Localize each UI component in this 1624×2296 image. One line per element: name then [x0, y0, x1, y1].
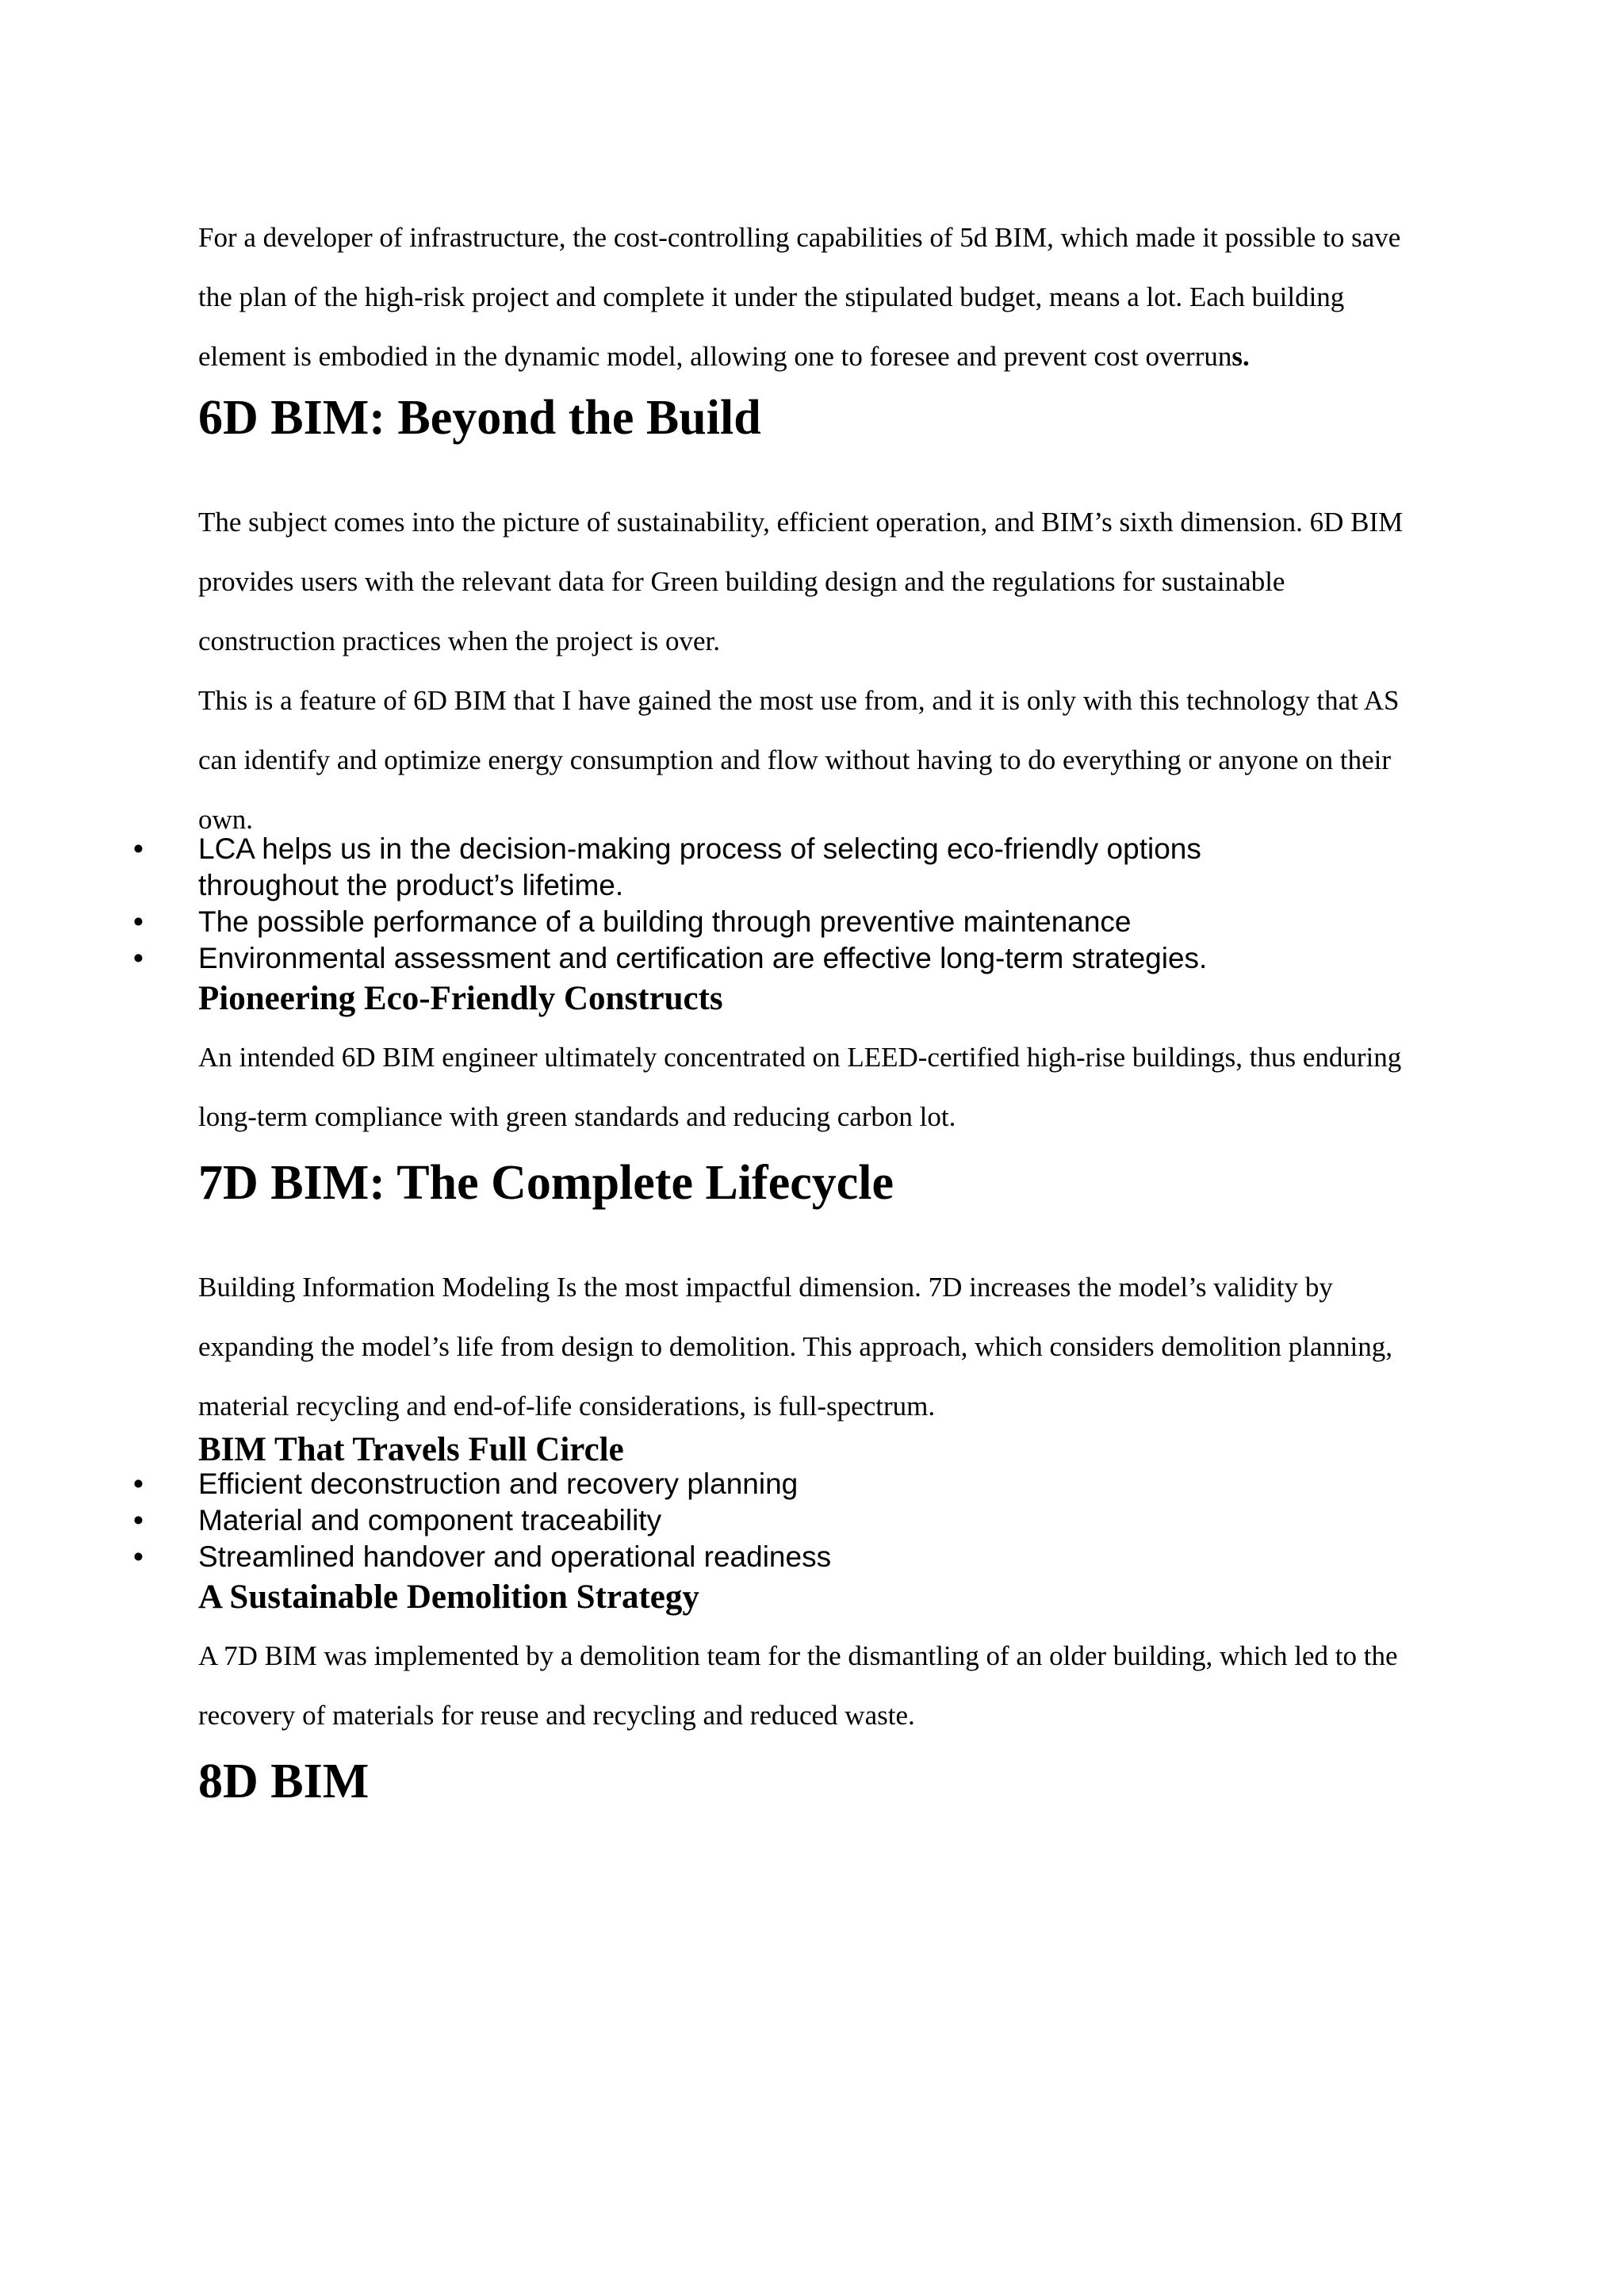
list-item: [133, 904, 1308, 940]
subheading-pioneering: Pioneering Eco-Friendly Constructs: [198, 980, 723, 1017]
list-item: [133, 1539, 1443, 1575]
list-item: [133, 940, 1308, 977]
list-item: [133, 1466, 1443, 1502]
paragraph-6d-feature: This is a feature of 6D BIM that I have gained the most use from, and it is only with this technology that AS can identify and optimize energy consumption and flow without having to do everything or anyone on their own.: [198, 685, 1400, 835]
paragraph-7d-intro: Building Information Modeling Is the most impactful dimension. 7D increases the model’s validity by expanding the model’s life from design to demolition. This approach, which considers demolition planning, material recycling and end-of-life considerations, is full-spectrum.: [198, 1272, 1393, 1422]
bullet-glyph: •: [133, 1468, 144, 1500]
intro-bold-suffix: s.: [1231, 341, 1250, 372]
bullet-glyph: •: [133, 942, 144, 974]
subheading-demolition-strategy: A Sustainable Demolition Strategy: [198, 1578, 699, 1616]
bullet-glyph: •: [133, 1504, 144, 1536]
list-item: [133, 831, 1308, 904]
bullet-glyph: •: [133, 905, 144, 938]
heading-8d-bim: 8D BIM: [198, 1755, 370, 1808]
intro-text: For a developer of infrastructure, the cost-controlling capabilities of 5d BIM, which made it possible to save the plan of the high-risk project and complete it under the stipulated budget, means a lot. Each building element is embodied in the dynamic model, allowing one to foresee and prevent cost overrun: [198, 222, 1401, 372]
list-item-text: Environmental assessment and certification are effective long-term strategies.: [198, 942, 1208, 974]
bullet-glyph: •: [133, 832, 144, 865]
heading-7d-bim: 7D BIM: The Complete Lifecycle: [198, 1156, 894, 1210]
paragraph-7d-case: A 7D BIM was implemented by a demolition team for the dismantling of an older building, which led to the recovery of materials for reuse and recycling and reduced waste.: [198, 1640, 1398, 1731]
list-item-text: The possible performance of a building through preventive maintenance: [198, 905, 1132, 938]
list-item-text: Efficient deconstruction and recovery planning: [198, 1468, 799, 1500]
paragraph-6d-case: An intended 6D BIM engineer ultimately concentrated on LEED-certified high-rise buildings, thus enduring long-term compliance with green standards and reducing carbon lot.: [198, 1042, 1402, 1132]
subheading-full-circle: BIM That Travels Full Circle: [198, 1431, 624, 1468]
paragraph-6d-intro: The subject comes into the picture of sustainability, efficient operation, and BIM’s sixth dimension. 6D BIM provides users with the relevant data for Green building design and the regulations for sustainable construction practices when the project is over.: [198, 507, 1404, 656]
heading-6d-bim: 6D BIM: Beyond the Build: [198, 391, 761, 445]
bullet-glyph: •: [133, 1540, 144, 1573]
list-item-text: Streamlined handover and operational readiness: [198, 1540, 832, 1573]
bullet-list-7d: [133, 1466, 1443, 1575]
list-item-text: LCA helps us in the decision-making process of selecting eco-friendly options throughout the product’s lifetime.: [198, 832, 1201, 901]
list-item-text: Material and component traceability: [198, 1504, 662, 1536]
bullet-list-6d: [133, 831, 1308, 977]
intro-paragraph: [198, 208, 1419, 386]
list-item: [133, 1502, 1443, 1539]
document-content: [133, 208, 1443, 1812]
